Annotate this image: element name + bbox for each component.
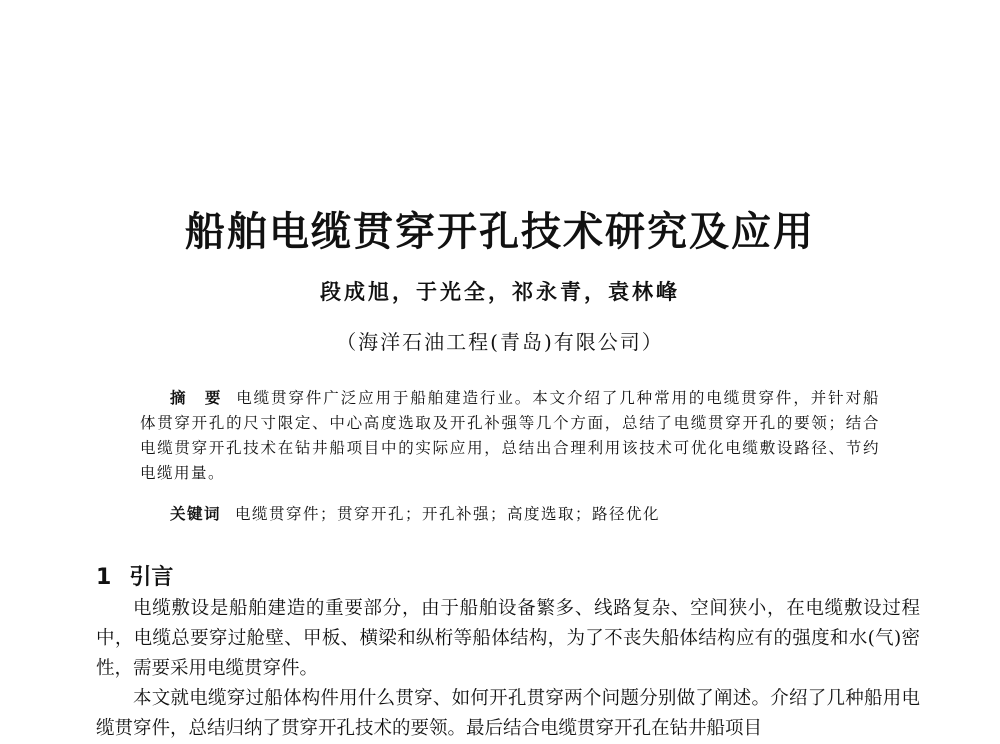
abstract-label: 摘 要 [170, 389, 223, 407]
author-list: 段成旭，于光全，祁永青，袁林峰 [320, 279, 680, 304]
section-body [96, 594, 920, 744]
body-paragraph: 本文就电缆穿过船体构件用什么贯穿、如何开孔贯穿两个问题分别做了阐述。介绍了几种船用电缆贯穿件，总结归纳了贯穿开孔技术的要领。最后结合电缆贯穿开孔在钻井船项目 [96, 688, 920, 739]
abstract-text: 电缆贯穿件广泛应用于船舶建造行业。本文介绍了几种常用的电缆贯穿件，并针对船体贯穿开孔的尺寸限定、中心高度选取及开孔补强等几个方面，总结了电缆贯穿开孔的要领；结合电缆贯穿开孔技术在钻井船项目中的实际应用，总结出合理利用该技术可优化电缆敷设路径、节约电缆用量。 [140, 389, 880, 482]
section-number: 1 [96, 565, 112, 590]
keywords-label: 关键词 [170, 505, 222, 523]
paper-title: 船舶电缆贯穿开孔技术研究及应用 [185, 209, 815, 255]
affiliation: （海洋石油工程(青岛)有限公司） [336, 330, 664, 354]
keywords [140, 502, 880, 527]
keywords-text: 电缆贯穿件；贯穿开孔；开孔补强；高度选取；路径优化 [235, 505, 661, 523]
section-heading-introduction [96, 560, 173, 591]
abstract [140, 386, 880, 486]
body-paragraph: 电缆敷设是船舶建造的重要部分，由于船舶设备繁多、线路复杂、空间狭小，在电缆敷设过程中，电缆总要穿过舱壁、甲板、横梁和纵桁等船体结构，为了不丧失船体结构应有的强度和水(气)密性，需要采用电缆贯穿件。 [96, 598, 920, 679]
section-title: 引言 [129, 565, 174, 590]
